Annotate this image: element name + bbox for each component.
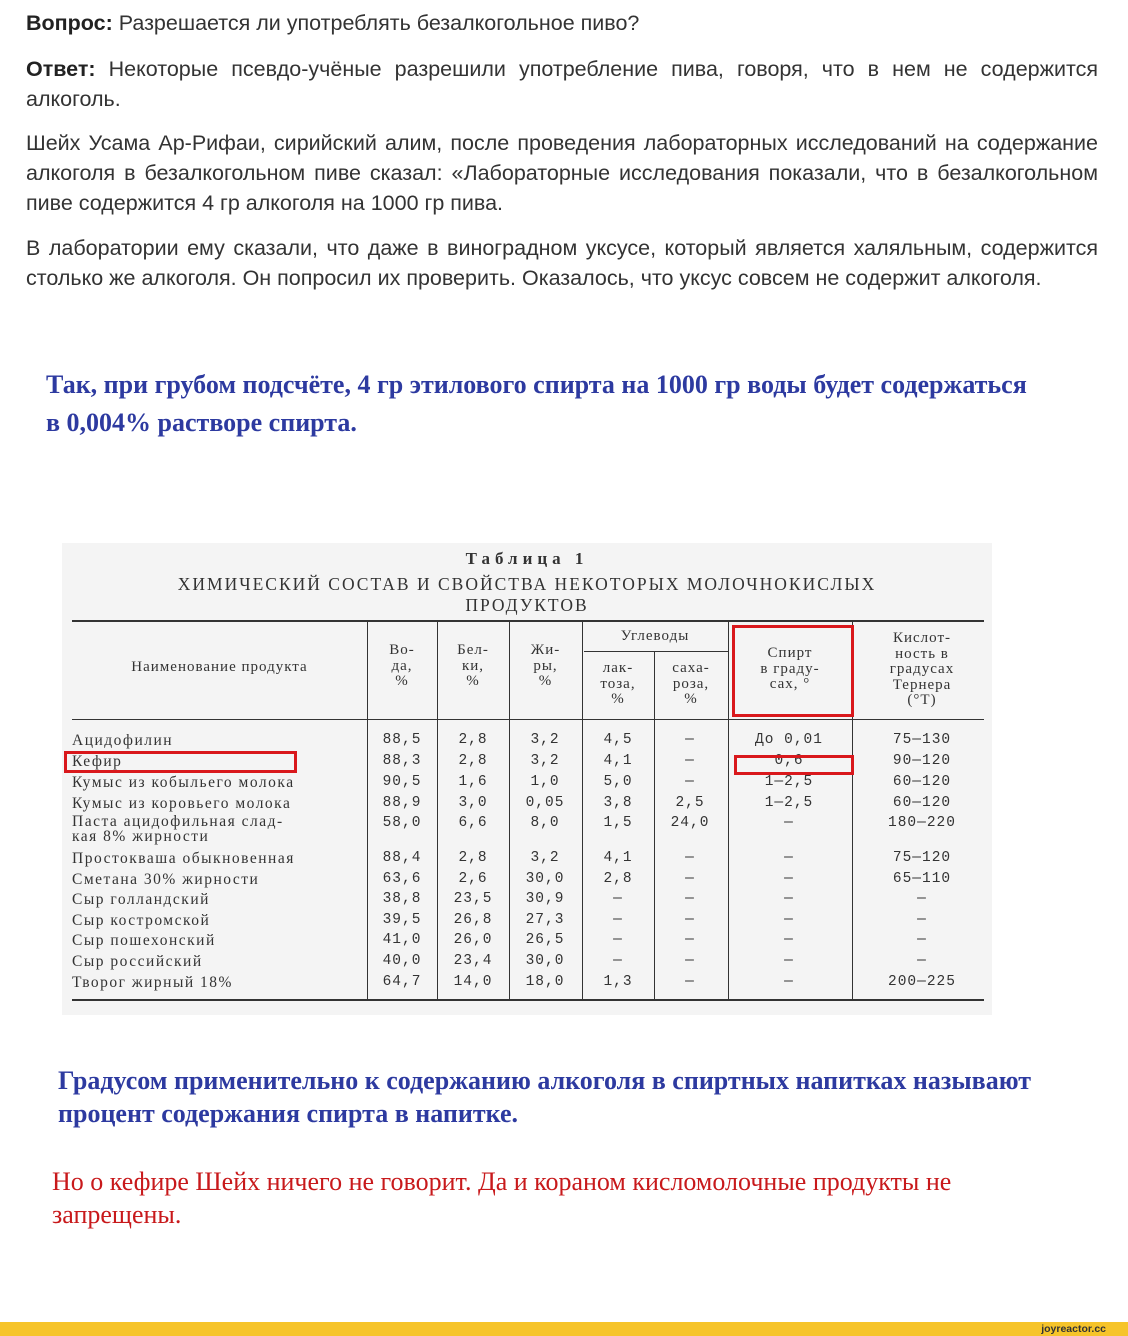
cell-lactose: — (613, 953, 623, 969)
cell-name: Творог жирный 18% (72, 974, 233, 991)
answer-text: Некоторые псевдо-учёные разрешили употребление пива, говоря, что в нем не содержится алкоголь. (26, 57, 1098, 111)
cell-name: Сыр костромской (72, 912, 211, 929)
carbs-subrule (584, 651, 728, 652)
cell-protein: 6,6 (458, 815, 488, 831)
cell-name: Кумыс из кобыльего молока (72, 774, 295, 791)
cell-acidity: — (917, 953, 927, 969)
cell-alcohol: — (784, 953, 794, 969)
table-top-rule (72, 620, 984, 622)
cell-alcohol: — (784, 912, 794, 928)
header-water: Во- да, % (389, 642, 415, 689)
cell-sucrose: — (685, 932, 695, 948)
header-carbs: Углеводы (620, 628, 690, 644)
cell-water: 63,6 (382, 871, 422, 887)
header-sucrose: саха- роза, % (672, 660, 710, 707)
header-bottom-rule (72, 719, 984, 720)
cell-protein: 23,5 (453, 891, 493, 907)
cell-alcohol: 0,6 (774, 753, 804, 769)
cell-water: 88,5 (382, 732, 422, 748)
header-alcohol: Спирт в граду- сах, ° (760, 645, 820, 692)
cell-protein: 26,0 (453, 932, 493, 948)
cell-alcohol: — (784, 871, 794, 887)
cell-acidity: — (917, 891, 927, 907)
cell-lactose: 4,5 (603, 732, 633, 748)
cell-acidity: 180—220 (888, 815, 956, 831)
cell-alcohol: — (784, 932, 794, 948)
header-lactose: лак- тоза, % (600, 660, 636, 707)
cell-alcohol: 1—2,5 (764, 795, 814, 811)
header-protein: Бел- ки, % (457, 642, 489, 689)
cell-lactose: 1,3 (603, 974, 633, 990)
cell-protein: 1,6 (458, 774, 488, 790)
cell-sucrose: 24,0 (670, 815, 710, 831)
table-row (62, 732, 992, 752)
cell-alcohol: — (784, 815, 794, 831)
cell-name: Паста ацидофильная слад- кая 8% жирности (72, 813, 284, 845)
cell-acidity: — (917, 912, 927, 928)
table-row (62, 891, 992, 911)
cell-name: Сыр голландский (72, 891, 210, 908)
table-row (62, 912, 992, 932)
cell-water: 90,5 (382, 774, 422, 790)
site-watermark[interactable]: joyreactor.cc (1041, 1323, 1106, 1335)
cell-acidity: 75—130 (892, 732, 952, 748)
cell-fat: 27,3 (525, 912, 565, 928)
cell-acidity: — (917, 932, 927, 948)
table-row (62, 953, 992, 973)
cell-protein: 23,4 (453, 953, 493, 969)
cell-lactose: 1,5 (603, 815, 633, 831)
question-text: Разрешается ли употреблять безалкогольное пиво? (112, 11, 640, 35)
cell-name: Сыр российский (72, 953, 203, 970)
cell-sucrose: — (685, 753, 695, 769)
cell-lactose: — (613, 891, 623, 907)
cell-lactose: 3,8 (603, 795, 633, 811)
cell-sucrose: — (685, 891, 695, 907)
cell-protein: 14,0 (453, 974, 493, 990)
cell-alcohol: — (784, 850, 794, 866)
cell-alcohol: 1—2,5 (764, 774, 814, 790)
cell-sucrose: — (685, 774, 695, 790)
cell-lactose: 5,0 (603, 774, 633, 790)
paragraph-vinegar: В лаборатории ему сказали, что даже в виноградном уксусе, который является халяльным, содержится столько же алкоголя. Он попросил их проверить. Оказалось, что уксус совсем не содержит алкоголя. (26, 236, 1098, 290)
cell-water: 64,7 (382, 974, 422, 990)
question-line (26, 8, 1098, 38)
table-row (62, 871, 992, 891)
cell-fat: 0,05 (525, 795, 565, 811)
table-title-line1: ХИМИЧЕСКИЙ СОСТАВ И СВОЙСТВА НЕКОТОРЫХ МОЛОЧНОКИСЛЫХ (177, 574, 877, 594)
table-bottom-rule (72, 999, 984, 1001)
cell-fat: 30,9 (525, 891, 565, 907)
cell-fat: 26,5 (525, 932, 565, 948)
cell-water: 41,0 (382, 932, 422, 948)
cell-water: 88,9 (382, 795, 422, 811)
cell-lactose: 4,1 (603, 850, 633, 866)
cell-name: Кефир (72, 753, 123, 770)
cell-fat: 1,0 (530, 774, 560, 790)
cell-protein: 2,6 (458, 871, 488, 887)
cell-lactose: 4,1 (603, 753, 633, 769)
footer-bar (0, 1322, 1128, 1336)
cell-acidity: 75—120 (892, 850, 952, 866)
answer-paragraph (26, 54, 1098, 114)
table-label: Таблица 1 (465, 549, 589, 568)
cell-fat: 3,2 (530, 732, 560, 748)
header-name: Наименование продукта (131, 659, 308, 675)
cell-protein: 2,8 (458, 850, 488, 866)
cell-water: 39,5 (382, 912, 422, 928)
cell-protein: 3,0 (458, 795, 488, 811)
cell-sucrose: — (685, 732, 695, 748)
cell-alcohol: — (784, 891, 794, 907)
table-row (62, 813, 992, 845)
cell-lactose: 2,8 (603, 871, 633, 887)
cell-water: 88,3 (382, 753, 422, 769)
cell-water: 88,4 (382, 850, 422, 866)
cell-acidity: 90—120 (892, 753, 952, 769)
highlight-kefir-alcohol (734, 755, 854, 775)
answer-label: Ответ: (26, 57, 96, 81)
cell-alcohol: До 0,01 (755, 732, 823, 748)
cell-name: Кумыс из коровьего молока (72, 795, 292, 812)
cell-name: Сыр пошехонский (72, 932, 216, 949)
highlight-alcohol-header (732, 625, 854, 717)
cell-lactose: — (613, 912, 623, 928)
cell-name: Ацидофилин (72, 732, 174, 749)
cell-sucrose: — (685, 871, 695, 887)
cell-sucrose: — (685, 974, 695, 990)
question-label: Вопрос: (26, 11, 113, 35)
cell-protein: 2,8 (458, 732, 488, 748)
cell-fat: 3,2 (530, 850, 560, 866)
cell-protein: 2,8 (458, 753, 488, 769)
paragraph-sheikh: Шейх Усама Ар-Рифаи, сирийский алим, после проведения лабораторных исследований на содержание алкоголя в безалкогольном пиве сказал: «Лабораторные исследования показали, что в безалкогольном пиве содержится 4 гр алкоголя на 1000 гр пива. (26, 131, 1098, 215)
scanned-table (62, 543, 992, 1015)
cell-fat: 8,0 (530, 815, 560, 831)
table-row (62, 974, 992, 994)
blue-note-calculation: Так, при грубом подсчёте, 4 гр этилового спирта на 1000 гр воды будет содержаться в 0,004% растворе спирта. (46, 370, 1027, 437)
cell-protein: 26,8 (453, 912, 493, 928)
cell-water: 38,8 (382, 891, 422, 907)
header-acidity: Кислот- ность в градусах Тернера (°Т) (889, 630, 955, 708)
cell-sucrose: 2,5 (675, 795, 705, 811)
cell-fat: 30,0 (525, 953, 565, 969)
cell-acidity: 60—120 (892, 774, 952, 790)
header-fat: Жи- ры, % (530, 642, 561, 689)
cell-water: 58,0 (382, 815, 422, 831)
cell-fat: 30,0 (525, 871, 565, 887)
cell-acidity: 60—120 (892, 795, 952, 811)
cell-sucrose: — (685, 850, 695, 866)
cell-name: Сметана 30% жирности (72, 871, 260, 888)
highlight-kefir-name (64, 751, 297, 773)
cell-fat: 18,0 (525, 974, 565, 990)
table-row (62, 932, 992, 952)
cell-sucrose: — (685, 912, 695, 928)
cell-acidity: 65—110 (892, 871, 952, 887)
cell-lactose: — (613, 932, 623, 948)
table-title-line2: ПРОДУКТОВ (465, 595, 589, 615)
blue-note-degree: Градусом применительно к содержанию алкоголя в спиртных напитках называют процент содержания спирта в напитке. (58, 1066, 1031, 1128)
cell-sucrose: — (685, 953, 695, 969)
table-row (62, 850, 992, 870)
cell-alcohol: — (784, 974, 794, 990)
cell-acidity: 200—225 (888, 974, 956, 990)
cell-name: Простокваша обыкновенная (72, 850, 295, 867)
cell-fat: 3,2 (530, 753, 560, 769)
cell-water: 40,0 (382, 953, 422, 969)
table-row (62, 795, 992, 815)
table-row (62, 774, 992, 794)
red-note-kefir: Но о кефире Шейх ничего не говорит. Да и кораном кисломолочные продукты не запрещены. (52, 1167, 952, 1229)
